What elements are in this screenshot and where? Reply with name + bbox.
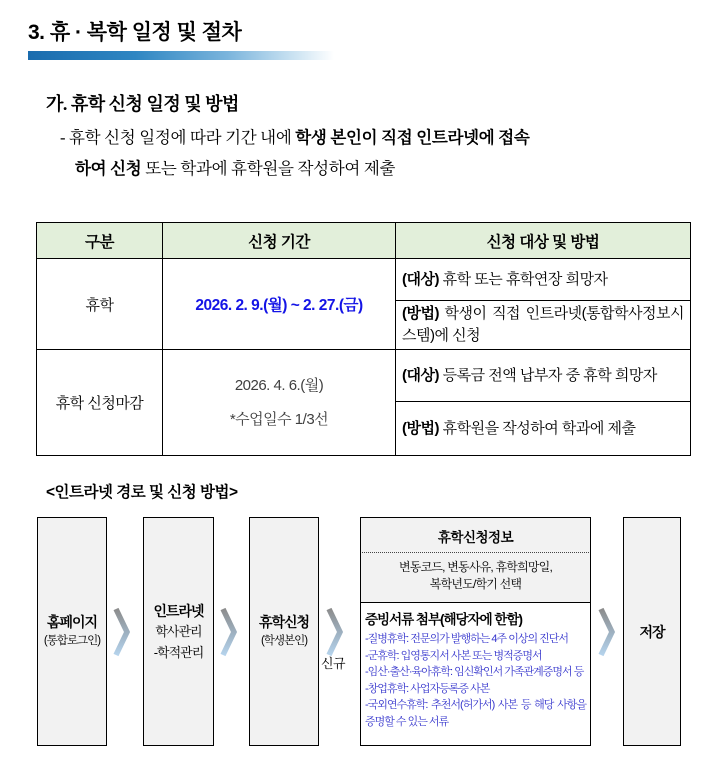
row-target-cell <box>396 259 691 301</box>
target-label: (대상) <box>402 366 439 384</box>
info-box-title: 휴학신청정보 <box>362 518 589 553</box>
row-category: 휴학 <box>37 259 163 350</box>
flow-step-homepage <box>37 517 107 746</box>
flow-step-leave-apply <box>249 517 319 746</box>
row-method-cell <box>396 301 691 350</box>
info-box-header-section <box>361 518 590 603</box>
table-header-row <box>37 223 691 259</box>
method-text: 학생이 직접 인트라넷(통합학사정보시스템)에 신청 <box>402 305 684 344</box>
flow-step-title: 홈페이지 <box>46 614 98 630</box>
row-period <box>163 350 396 456</box>
column-header-method: 신청 대상 및 방법 <box>396 223 691 259</box>
new-application-label: 신규 <box>321 656 346 671</box>
flowchart-caption: <인트라넷 경로 및 신청 방법> <box>46 484 238 501</box>
flow-step-intranet <box>143 517 214 746</box>
target-text: 휴학 또는 휴학연장 희망자 <box>438 270 608 288</box>
column-header-period: 신청 기간 <box>163 223 396 259</box>
intro-paragraph <box>60 122 692 184</box>
row-method-cell <box>396 402 691 456</box>
row-category: 휴학 신청마감 <box>37 350 163 456</box>
target-label: (대상) <box>402 270 439 288</box>
section-heading: 가. 휴학 신청 일정 및 방법 <box>46 94 239 114</box>
chevron-right-icon <box>596 605 618 659</box>
intro-text: - 휴학 신청 일정에 따라 기간 내에 <box>60 128 296 147</box>
flowchart <box>0 517 704 746</box>
chevron-right-icon <box>218 605 240 659</box>
schedule-table <box>36 222 691 456</box>
title-accent-bar <box>28 51 334 60</box>
flow-step-title: 인트라넷 <box>153 602 204 619</box>
table-row <box>37 350 691 402</box>
flow-step-subtitle: (학생본인) <box>260 635 308 647</box>
flow-step-title: 저장 <box>639 623 665 640</box>
chevron-right-icon <box>324 605 346 659</box>
info-field-line: 복학년도/학기 선택 <box>429 577 522 591</box>
intro-text-bold: 하여 신청 <box>75 159 142 178</box>
flow-step-save <box>623 517 681 746</box>
page-title: 3. 휴 · 복학 일정 및 절차 <box>28 21 242 44</box>
attachment-item: -국외연수휴학: 추천서(허가서) 사본 등 해당 사항을 증명할 수 있는 서류 <box>365 699 586 728</box>
attachment-item: -군휴학: 입영통지서 사본 또는 병적증명서 <box>365 649 542 662</box>
table-row <box>37 259 691 301</box>
info-box-fields <box>361 553 590 593</box>
deadline-note: *수업일수 1/3선 <box>229 410 329 428</box>
flow-step-line: 학사관리 <box>155 623 202 639</box>
flow-step-subtitle: (통합로그인) <box>43 635 101 647</box>
info-box-attachment-section <box>361 603 590 730</box>
target-text: 등록금 전액 납부자 중 휴학 희망자 <box>438 366 657 384</box>
leave-application-info-box <box>360 517 591 746</box>
flow-step-title: 휴학신청 <box>258 614 310 630</box>
attachment-item: -질병휴학: 전문의가 발행하는 4주 이상의 진단서 <box>365 633 569 645</box>
row-target-cell <box>396 350 691 402</box>
flow-step-line: -학적관리 <box>153 644 204 660</box>
intro-line-2 <box>60 153 692 184</box>
attachment-item: -임산·출산·육아휴학: 임신확인서 가족관계증명서 등 <box>365 666 584 678</box>
attachment-item: -창업휴학: 사업자등록증 사본 <box>365 682 490 695</box>
chevron-right-icon <box>111 605 133 659</box>
info-field-line: 변동코드, 변동사유, 휴학희망일, <box>399 560 552 574</box>
row-period: 2026. 2. 9.(월) ~ 2. 27.(금) <box>163 259 396 350</box>
column-header-category: 구분 <box>37 223 163 259</box>
attachment-title: 증빙서류 첨부(해당자에 한함) <box>365 612 522 627</box>
method-label: (방법) <box>402 305 439 322</box>
intro-text-bold: 학생 본인이 직접 인트라넷에 접속 <box>295 128 530 147</box>
method-text: 휴학원을 작성하여 학과에 제출 <box>438 419 636 437</box>
deadline-date: 2026. 4. 6.(월) <box>234 376 324 394</box>
method-label: (방법) <box>402 419 439 437</box>
intro-text: 또는 학과에 휴학원을 작성하여 제출 <box>141 159 396 178</box>
intro-line-1 <box>60 122 692 153</box>
